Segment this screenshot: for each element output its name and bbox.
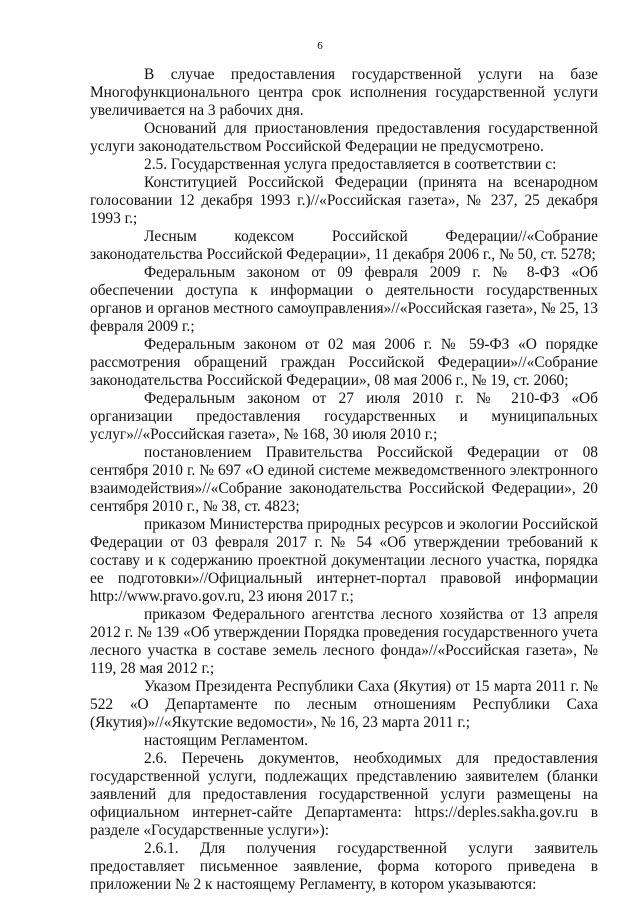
paragraph-law-210fz: Федеральным законом от 27 июля 2010 г. № 210-ФЗ «Об организации предоставления государственных и муниципальных услуг»//«Российская газета», № 168, 30 июля 2010 г.;	[90, 390, 598, 443]
paragraph-order-54: приказом Министерства природных ресурсов и экологии Российской Федерации от 03 февраля 2017 г. № 54 «Об утверждении требований к составу и к содержанию проектной документации лесного участка, порядка ее подготовки»//Официальный интернет-портал правовой информации http://www.pravo.gov.ru, 23 июня 2017 г.;	[90, 516, 598, 605]
paragraph-law-59fz: Федеральным законом от 02 мая 2006 г. № 59-ФЗ «О порядке рассмотрения обращений граждан Российской Федерации»//«Собрание законодательства Российской Федерации», 08 мая 2006 г., № 19, ст. 2060;	[90, 336, 598, 389]
paragraph-this-regulation: настоящим Регламентом.	[144, 732, 309, 749]
paragraph-section-2-6: 2.6. Перечень документов, необходимых для предоставления государственной услуги, подлежащих представлению заявителем (бланки заявлений для предоставления государственной услуги размещены на официальном интернет-сайте Департамента: https://deples.sakha.gov.ru в разделе «Государственные услуги»):	[90, 750, 598, 839]
paragraph-section-2-5: 2.5. Государственная услуга предоставляется в соответствии с:	[144, 156, 557, 173]
paragraph-decree-522: Указом Президента Республики Саха (Якутия) от 15 марта 2011 г. № 522 «О Департаменте по лесным отношениям Республики Саха (Якутия)»//«Якутские ведомости», № 16, 23 марта 2011 г.;	[90, 678, 598, 731]
paragraph-no-suspension: Оснований для приостановления предоставления государственной услуги законодательством Российской Федерации не предусмотрено.	[90, 120, 598, 155]
paragraph-law-8fz: Федеральным законом от 09 февраля 2009 г. № 8-ФЗ «Об обеспечении доступа к информации о деятельности государственных органов и органов местного самоуправления»//«Российская газета», № 25, 13 февраля 2009 г.;	[90, 264, 598, 335]
paragraph-order-139: приказом Федерального агентства лесного хозяйства от 13 апреля 2012 г. № 139 «Об утверждении Порядка проведения государственного учета лесного участка в составе земель лесного фонда»//«Российская газета», № 119, 28 мая 2012 г.;	[90, 606, 598, 677]
paragraph-mfc-term: В случае предоставления государственной услуги на базе Многофункционального центра срок исполнения государственной услуги увеличивается на 3 рабочих дня.	[90, 66, 598, 119]
paragraph-resolution-697: постановлением Правительства Российской Федерации от 08 сентября 2010 г. № 697 «О единой системе межведомственного электронного взаимодействия»//«Собрание законодательства Российской Федерации», 20 сентября 2010 г., № 38, ст. 4823;	[90, 444, 598, 515]
paragraph-section-2-6-1: 2.6.1. Для получения государственной услуги заявитель предоставляет письменное заявление, форма которого приведена в приложении № 2 к настоящему Регламенту, в котором указываются:	[90, 840, 598, 893]
paragraph-forest-code: Лесным кодексом Российской Федерации//«Собрание законодательства Российской Федерации», 11 декабря 2006 г., № 50, ст. 5278;	[90, 228, 598, 263]
document-body	[90, 66, 598, 894]
paragraph-constitution: Конституцией Российской Федерации (принята на всенародном голосовании 12 декабря 1993 г.)//«Российская газета», № 237, 25 декабря 1993 г.;	[90, 174, 598, 227]
page-number: 6	[317, 40, 323, 52]
